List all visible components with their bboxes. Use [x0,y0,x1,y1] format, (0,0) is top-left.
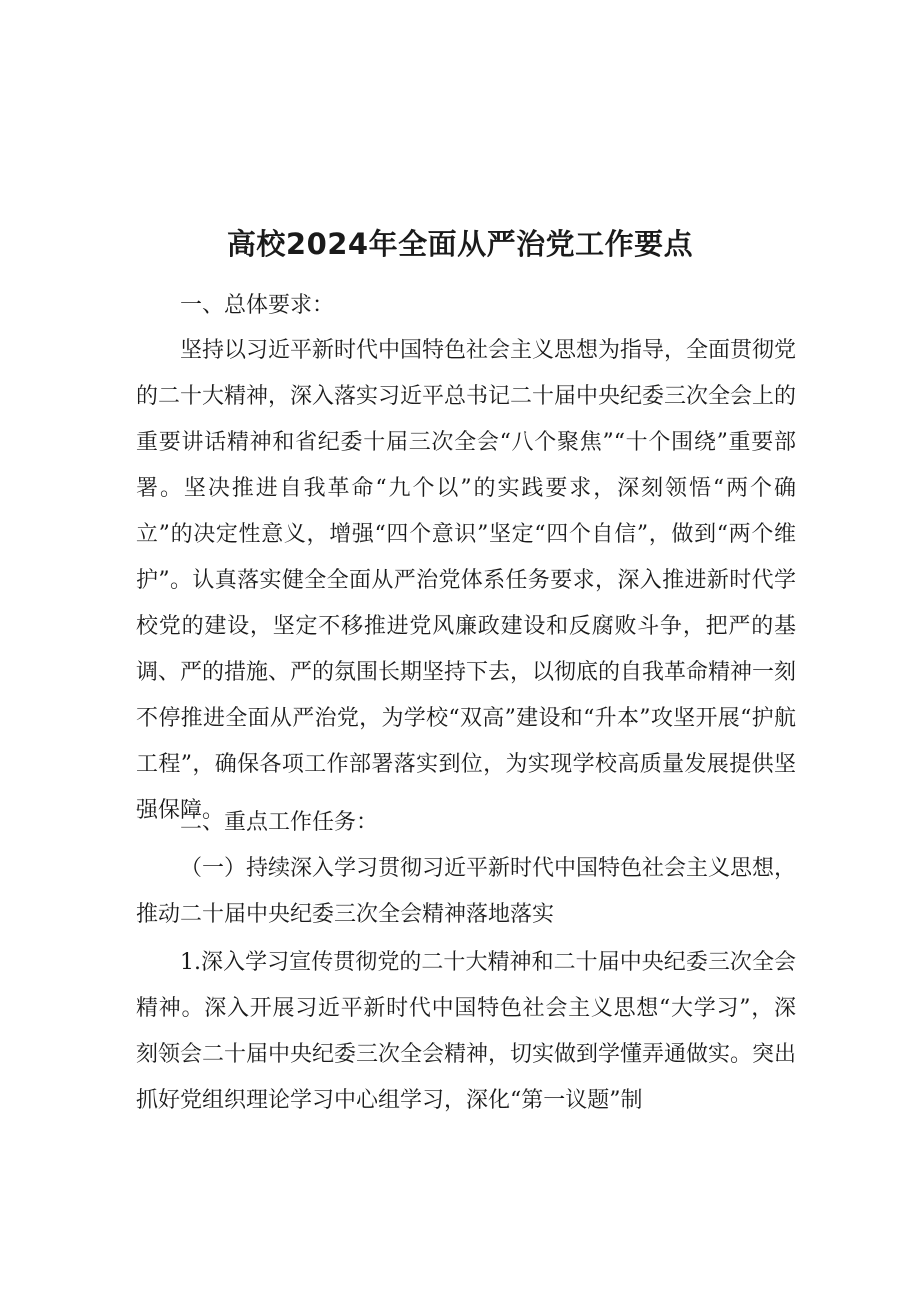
section-heading-key-tasks: 二、重点工作任务： [180,810,379,835]
document-title: 高校2024年全面从严治党工作要点 [226,227,694,261]
item-1-paragraph: 1.深入学习宣传贯彻党的二十大精神和二十届中央纪委三次全会精神。深入开展习近平新时代中国特色社会主义思想“大学习”，深刻领会二十届中央纪委三次全会精神，切实做到学懂弄通做实。突出抓好党组织理论学习中心组学习，深化“第一议题”制 [136,950,797,1113]
general-requirements-paragraph: 坚持以习近平新时代中国特色社会主义思想为指导，全面贯彻党的二十大精神，深入落实习近平总书记二十届中央纪委三次全会上的重要讲话精神和省纪委十届三次全会“八个聚焦”“十个围绕”重要部署。坚决推进自我革命“九个以”的实践要求，深刻领悟“两个确立”的决定性意义，增强“四个意识”坚定“四个自信”，做到“两个维护”。认真落实健全全面从严治党体系任务要求，深入推进新时代学校党的建设，坚定不移推进党风廉政建设和反腐败斗争，把严的基调、严的措施、严的氛围长期坚持下去，以彻底的自我革命精神一刻不停推进全面从严治党，为学校“双高”建设和“升本”攻坚开展“护航工程”，确保各项工作部署落实到位，为实现学校高质量发展提供坚强保障。 [136,338,797,823]
section-heading-general-requirements: 一、总体要求： [180,293,335,318]
subsection-heading-1: （一）持续深入学习贯彻习近平新时代中国特色社会主义思想，推动二十届中央纪委三次全会精神落地落实 [136,856,797,927]
